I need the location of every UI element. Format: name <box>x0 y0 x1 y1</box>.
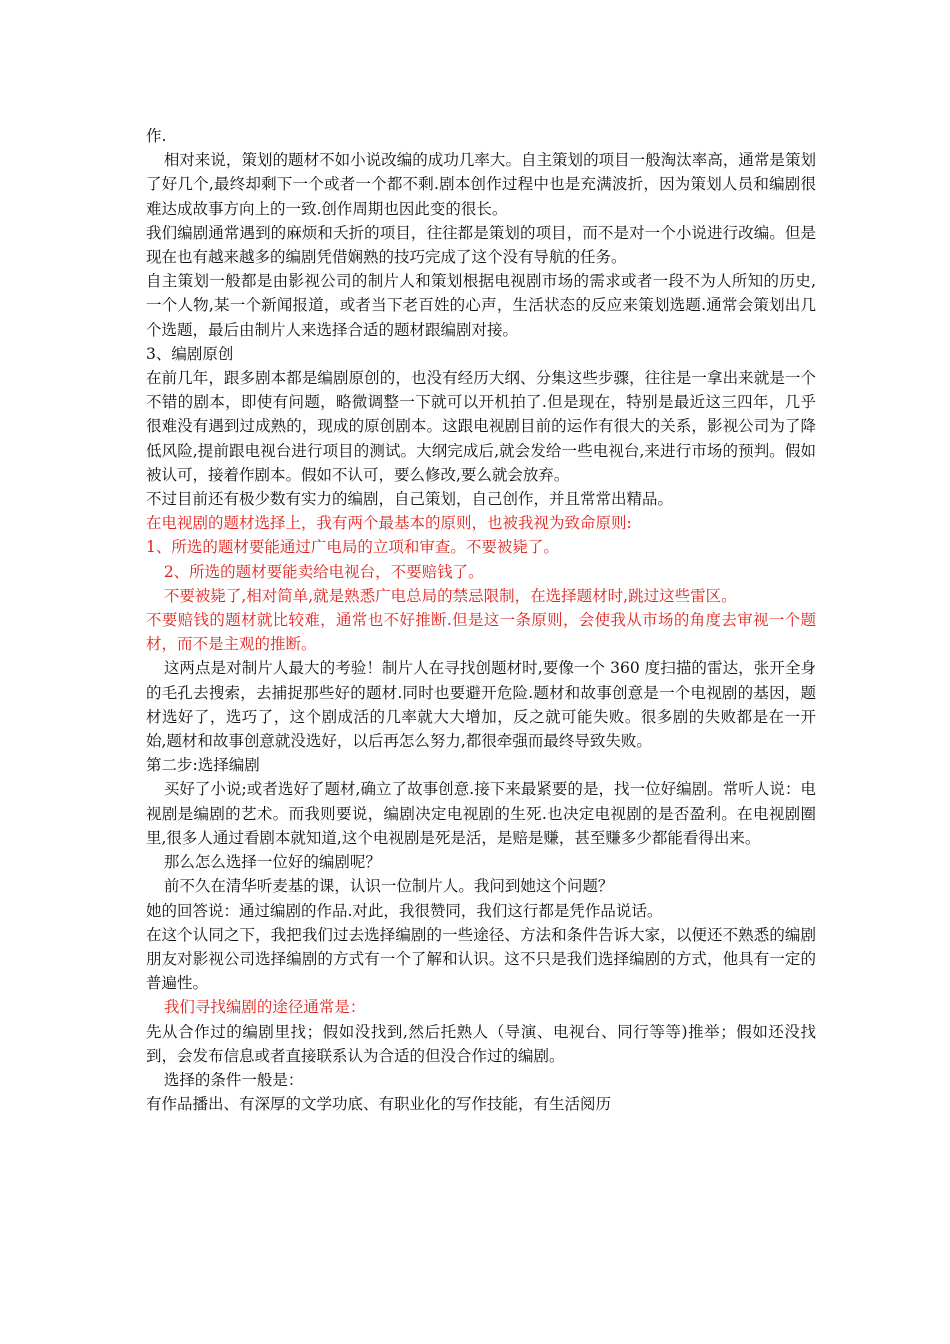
paragraph: 不过目前还有极少数有实力的编剧，自己策划，自己创作，并且常常出精品。 <box>146 490 674 509</box>
paragraph: 前不久在清华听麦基的课，认识一位制片人。我问到她这个问题？ <box>163 877 614 896</box>
principle-item: 2、所选的题材要能卖给电视台，不要赔钱了。 <box>163 562 484 581</box>
paragraph: 作. <box>146 127 167 145</box>
paragraph: 在前几年，跟多剧本都是编剧原创的，也没有经历大纲、分集这些步骤，往往是一拿出来就是一个不错的剧本，即使有问题，略微调整一下就可以开机拍了.但是现在，特别是最近这三四年，几乎很难没有遇到过成熟的，现成的原创剧本。这跟电视剧目前的运作有很大的关系，影视公司为了降低风险,提前跟电视台进行项目的测试。大纲完成后,就会发给一些电视台,来进行市场的预判。假如被认可，接着作剧本。假如不认可，要么修改,要么就会放弃。 <box>146 369 816 484</box>
paragraph: 在这个认同之下，我把我们过去选择编剧的一些途径、方法和条件告诉大家，以便还不熟悉的编剧朋友对影视公司选择编剧的方式有一个了解和认识。这不只是我们选择编剧的方式，他具有一定的普遍性。 <box>146 925 816 993</box>
paragraph: 那么怎么选择一位好的编剧呢？ <box>163 853 381 872</box>
paragraph: 有作品播出、有深厚的文学功底、有职业化的写作技能，有生活阅历 <box>146 1095 612 1114</box>
document-body <box>146 124 816 1116</box>
highlighted-paragraph: 不要赔钱的题材就比较难，通常也不好推断.但是这一条原则，会使我从市场的角度去审视一个题材，而不是主观的推断。 <box>146 611 816 654</box>
paragraph: 这两点是对制片人最大的考验！制片人在寻找创题材时,要像一个 360 度扫描的雷达，张开全身的毛孔去搜索，去捕捉那些好的题材.同时也要避开危险.题材和故事创意是一个电视剧的基因，题材选好了，选巧了，这个剧成活的几率就大大增加，反之就可能失败。很多剧的失败都是在一开始,题材和故事创意就没选好，以后再怎么努力,都很牵强而最终导致失败。 <box>146 659 816 751</box>
section-heading: 第二步:选择编剧 <box>146 756 260 775</box>
highlighted-paragraph: 在电视剧的题材选择上，我有两个最基本的原则，也被我视为致命原则: <box>146 514 632 533</box>
section-heading: 3、编剧原创 <box>146 344 234 363</box>
principle-item: 1、所选的题材要能通过广电局的立项和审查。不要被毙了。 <box>146 538 559 557</box>
paragraph: 我们编剧通常遇到的麻烦和夭折的项目，往往都是策划的项目，而不是对一个小说进行改编。但是现在也有越来越多的编剧凭借娴熟的技巧完成了这个没有导航的任务。 <box>146 223 816 267</box>
highlighted-paragraph: 不要被毙了,相对简单,就是熟悉广电总局的禁忌限制，在选择题材时,跳过这些雷区。 <box>163 586 737 605</box>
paragraph: 买好了小说;或者选好了题材,确立了故事创意.接下来最紧要的是，找一位好编剧。常听人说：电视剧是编剧的艺术。而我则要说，编剧决定电视剧的生死.也决定电视剧的是否盈利。在电视剧圈里,很多人通过看剧本就知道,这个电视剧是死是活，是赔是赚，甚至赚多少都能看得出来。 <box>146 780 816 847</box>
paragraph: 自主策划一般都是由影视公司的制片人和策划根据电视剧市场的需求或者一段不为人所知的历史,一个人物,某一个新闻报道，或者当下老百姓的心声，生活状态的反应来策划选题.通常会策划出几个选题，最后由制片人来选择合适的题材跟编剧对接。 <box>146 272 816 339</box>
paragraph: 先从合作过的编剧里找；假如没找到,然后托熟人（导演、电视台、同行等等)推举；假如还没找到，会发布信息或者直接联系认为合适的但没合作过的编剧。 <box>146 1022 816 1065</box>
paragraph: 相对来说，策划的题材不如小说改编的成功几率大。自主策划的项目一般淘汰率高，通常是策划了好几个,最终却剩下一个或者一个都不剩.剧本创作过程中也是充满波折，因为策划人员和编剧很难达成故事方向上的一致.创作周期也因此变的很长。 <box>146 151 816 218</box>
highlighted-paragraph: 我们寻找编剧的途径通常是： <box>163 998 366 1017</box>
paragraph: 选择的条件一般是： <box>163 1070 304 1089</box>
paragraph: 她的回答说：通过编剧的作品.对此，我很赞同，我们这行都是凭作品说话。 <box>146 901 663 920</box>
